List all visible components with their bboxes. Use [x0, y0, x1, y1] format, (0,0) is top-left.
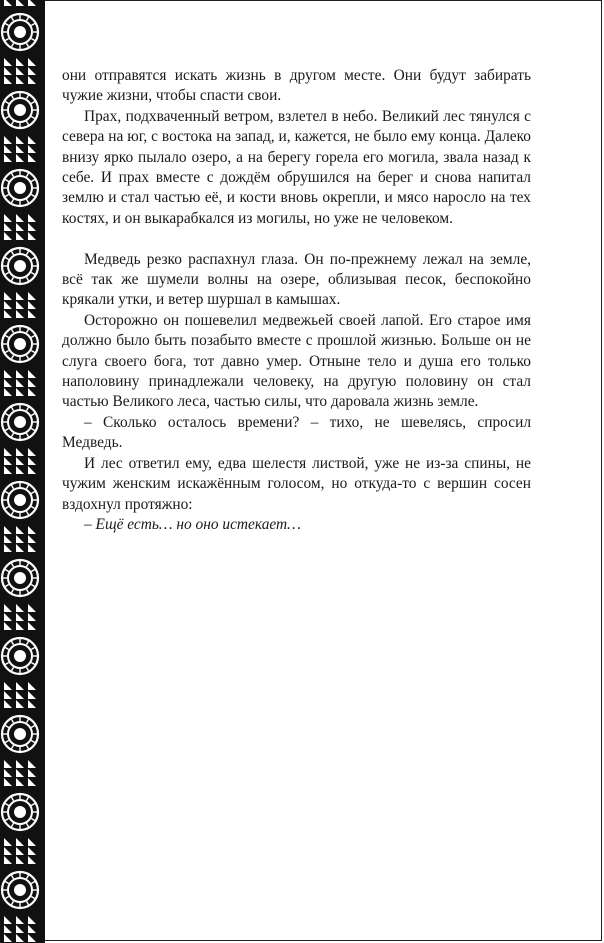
paragraph-forest-quote [62, 515, 531, 535]
book-text [62, 66, 531, 535]
quote-italic: Ещё есть… но оно истекает… [95, 515, 301, 533]
ornamental-border [0, 0, 45, 943]
paragraph-dust: Прах, подхваченный ветром, взлетел в небо. Великий лес тянулся с севера на юг, с востока на запад, и, кажется, не было ему конца. Далеко внизу ярко пылало озеро, а на берегу горела его могила, звала назад к себе. И прах вместе с дождём обрушился на берег и снова напитал землю и стал частью её, и кости вновь окрепли, и мясо наросло на тех костях, и он выкарабкался из могилы, но уже не человеком. [62, 107, 531, 227]
paragraph-continued: они отправятся искать жизнь в другом месте. Они будут забирать чужие жизни, чтобы спасти свои. [62, 67, 531, 105]
paragraph-forest-answer: И лес ответил ему, едва шелестя листвой, уже не из-за спины, не чужим женским искажённым голосом, но откуда-то с вершин сосен вздохнул протяжно: [62, 454, 531, 513]
paragraph-bear-wakes: Медведь резко распахнул глаза. Он по-прежнему лежал на земле, всё так же шумели волны на озере, облизывая песок, беспокойно крякали утки, и ветер шуршал в камышах. [62, 250, 531, 309]
quote-dash: – [84, 515, 96, 533]
paragraph-bear-paw: Осторожно он пошевелил медвежьей своей лапой. Его старое имя должно было быть позабыто вместе с прошлой жизнью. Больше он не слуга своего бога, тот давно умер. Отныне тело и душа его только наполовину принадлежали человеку, на другую половину он стал частью Великого леса, частью силы, что даровала жизнь земле. [62, 311, 531, 411]
paragraph-question: – Сколько осталось времени? – тихо, не шевелясь, спросил Медведь. [62, 413, 531, 452]
ornament-pattern-icon [0, 0, 45, 943]
